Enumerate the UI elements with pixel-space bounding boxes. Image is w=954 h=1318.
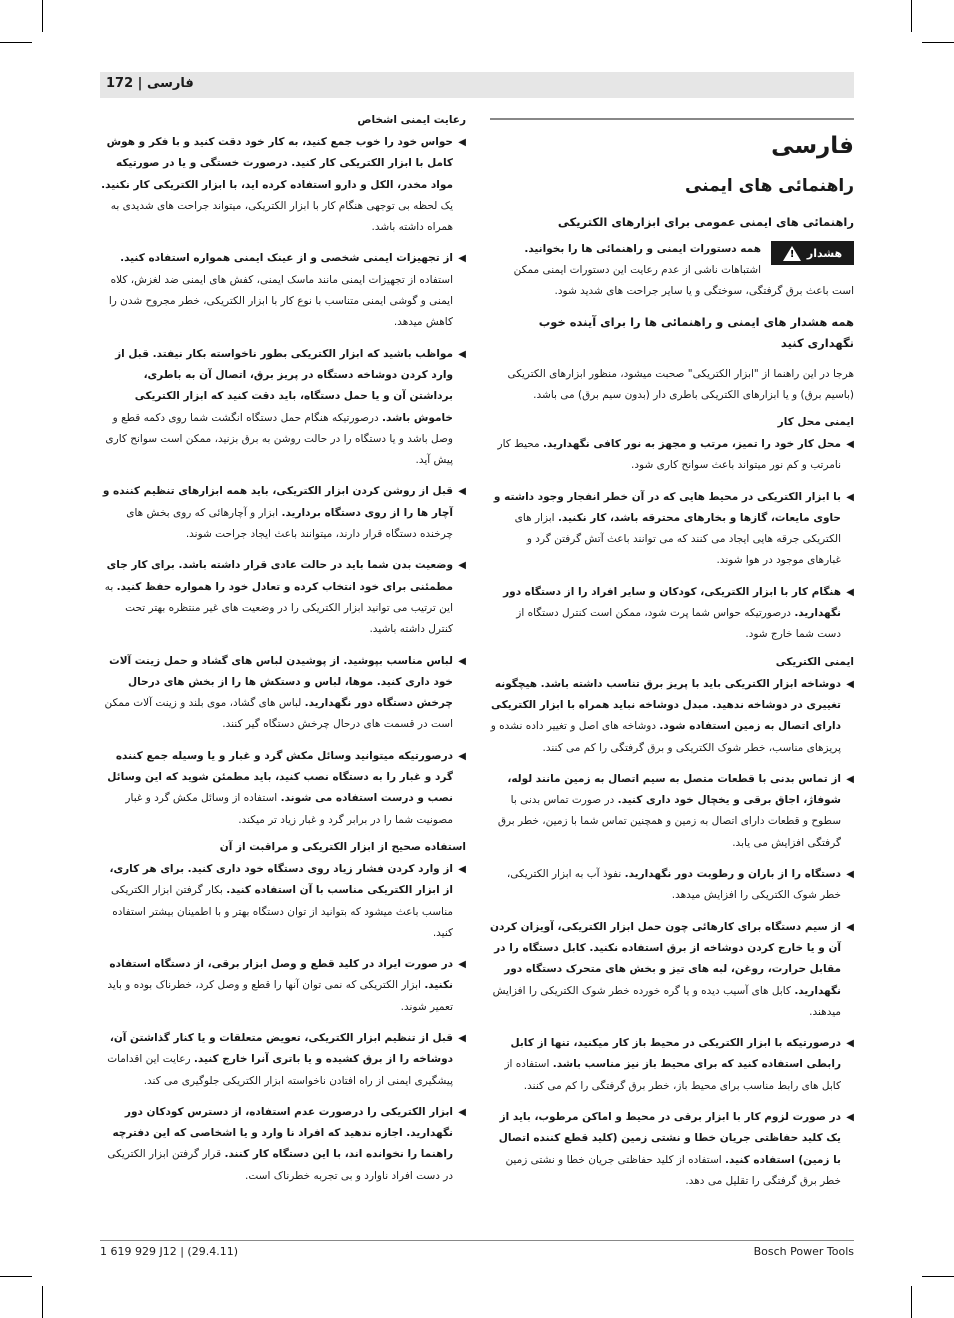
header-separator: | bbox=[133, 76, 147, 91]
crop-mark bbox=[0, 42, 32, 43]
list-item: ◀ هنگام کار با ابزار الکتریکی، کودکان و سایر افراد را از دستگاه دور نگهدارید. درصورتیکه حواس شما پرت شود، ممکن است کنترل دستگاه از دست شما خارج شود. bbox=[490, 582, 854, 646]
page-title: فارسی bbox=[771, 133, 854, 159]
list-item: ◀ دوشاخه ابزار الکتریکی باید با پریز برق تناسب داشته باشد. هیچگونه تغییری در دوشاخه ندهید. مبدل دوشاخه نباید همراه با ابزار الکتریکی دارای اتصال به زمین استفاده شود. دوشاخه های اصل و تغییر داده نشده و پریزهای مناسب، خطر شوک الکتریکی و برق گرفتگی را کم می کنند. bbox=[490, 674, 854, 759]
list-item: ◀ از سیم دستگاه برای کارهائی چون حمل ابزار الکتریکی، آویزان کردن آن و یا خارج کردن دوشاخه از برق استفاده نکنید. کابل دستگاه را در مقابل حرارت، روغن، لبه های تیز و بخش های متحرک دستگاه دور نگهدارید. کابل های آسیب دیده و یا گره خورده خطر شوک الکتریکی را افزایش میدهند. bbox=[490, 917, 854, 1023]
bullet-triangle-icon: ◀ bbox=[458, 560, 466, 572]
list-item: ◀ از وارد کردن فشار زیاد روی دستگاه خود داری کنید. برای هر کاری، از ابزار الکتریکی مناسب با آن استفاده کنید. بکار گرفتن ابزار الکتریکی مناسب باعث میشود که بتوانید از توان دستگاه بهتر و با اطمینان بیشتر استفاده کنید. bbox=[100, 859, 466, 944]
general-safety-heading: راهنمائی های ایمنی عمومی برای ابزارهای الکتریکی bbox=[557, 215, 854, 229]
title-rule bbox=[490, 118, 854, 120]
left-column bbox=[100, 114, 466, 1197]
list-item: ◀ از تجهیزات ایمنی شخصی و از عینک ایمنی همواره استفاده کنید. استفاده از تجهیزات ایمنی مانند ماسک ایمنی، کفش های ایمنی ضد لغزش، کلاه ایمنی و گوشی ایمنی متناسب با نوع کار با ابزار الکتریکی، خطر مجروح شدن را کاهش میدهد. bbox=[100, 248, 466, 333]
list-item: ◀ محل کار خود را تمیز، مرتب و مجهز به نور کافی نگهدارید. محیط کار نامرتب و کم نور میتواند باعث سوانح کاری شود. bbox=[490, 434, 854, 477]
list-item: ◀ وضعیت بدن شما باید در حالت عادی قرار داشته باشد. برای کار جای مطمئنی برای خود انتخاب کرده و تعادل خود را همواره حفظ کنید. به این ترتیب می توانید ابزار الکتریکی را در وضعیت های غیر منتظره بهتر تحت کنترل داشته باشید. bbox=[100, 555, 466, 640]
warning-bold: همه دستورات ایمنی و راهنمائی ها را بخوانید. bbox=[524, 243, 761, 255]
bullet-triangle-icon: ◀ bbox=[846, 773, 854, 785]
list-item: ◀ قبل از روشن کردن ابزار الکتریکی، باید همه ابزارهای تنظیم کننده و آچار ها را از روی دستگاه بردارید. ابزار و آچارهائی که روی بخش های چرخنده دستگاه قرار دارند، میتوانند باعث ایجاد جراحت شوند. bbox=[100, 481, 466, 545]
list-item: ◀ درصورتیکه با ابزار الکتریکی در محیط باز کار میکنید، تنها از کابل رابطی استفاده کنید که برای محیط باز نیز مناسب باشد. استفاده از کابل های رابط مناسب برای محیط باز، خطر برق گرفتگی را کم می کنند. bbox=[490, 1033, 854, 1097]
warning-badge bbox=[771, 241, 854, 265]
right-column bbox=[490, 118, 854, 1202]
list-item: ◀ ابزار الکتریکی را درصورت عدم استفاده، از دسترس کودکان دور نگهدارید. اجازه ندهید که افراد نا وارد و یا اشخاصی که این دفترچه راهنما را نخوانده اند، با این دستگاه کار کنند. قرار گرفتن ابزار الکتریکی در دست افراد ناوارد و بی تجربه خطرناک است. bbox=[100, 1102, 466, 1187]
crop-mark bbox=[0, 1276, 32, 1277]
bullet-triangle-icon: ◀ bbox=[458, 348, 466, 360]
bullet-triangle-icon: ◀ bbox=[846, 491, 854, 503]
bullet-triangle-icon: ◀ bbox=[846, 869, 854, 881]
list-item: ◀ مواظب باشید که ابزار الکتریکی بطور ناخواسته بکار نیفتد. قبل از وارد کردن دوشاخه دستگاه در پریز برق، اتصال آن به باطری، برداشتن آن و یا حمل دستگاه، باید دقت کنید که ابزار الکتریکی خاموش باشد. درصورتیکه هنگام حمل دستگاه انگشت شما روی دکمه قطع و وصل باشد و یا دستگاه را در حالت روشن به برق بزنید، ممکن است سوانح کاری پیش آید. bbox=[100, 344, 466, 472]
bullet-triangle-icon: ◀ bbox=[458, 486, 466, 498]
list-item: ◀ درصورتیکه میتوانید وسائل مکش گرد و غبار و یا وسیله جمع کننده گرد و غبار را به دستگاه نصب کنید، باید مطمئن شوید که این وسائل نصب و درست استفاده می شوند. استفاده از وسائل مکش گرد و غبار مصونیت شما را در برابر گرد و غبار زیاد تر میکند. bbox=[100, 746, 466, 831]
footer-brand: Bosch Power Tools bbox=[753, 1245, 854, 1258]
warning-triangle-icon: ! bbox=[783, 246, 801, 261]
bullet-triangle-icon: ◀ bbox=[846, 678, 854, 690]
bullet-triangle-icon: ◀ bbox=[458, 750, 466, 762]
crop-mark bbox=[922, 1276, 954, 1277]
bullet-triangle-icon: ◀ bbox=[458, 1032, 466, 1044]
bullet-triangle-icon: ◀ bbox=[458, 959, 466, 971]
keep-instructions-heading: همه هشدار های ایمنی و راهنمائی ها را برای آینده خوب نگهداری کنید bbox=[538, 315, 854, 350]
header-language: فارسی bbox=[146, 76, 194, 91]
list-item: ◀ قبل از تنظیم ابزار الکتریکی، تعویض متعلقات و یا کنار گذاشتن آن، دوشاخه را از برق کشیده و یا باتری آنرا خارج کنید. رعایت این اقدامات پیشگیری ایمنی از راه افتادن ناخواسته ابزار الکتریکی جلوگیری می کند. bbox=[100, 1028, 466, 1092]
list-item: ◀ حواس خود را خوب جمع کنید، به کار خود دقت کنید و با فکر و هوش کامل با ابزار الکتریکی کار کنید. درصورت خستگی و یا در صورتیکه مواد مخدر، الکل و دارو استفاده کرده اید، با ابزار الکتریکی کار نکنید. یک لحظه بی توجهی هنگام کار با ابزار الکتریکی، میتواند جراحت های شدیدی به همراه داشته باشد. bbox=[100, 132, 466, 238]
personal-safety-heading: رعایت ایمنی اشخاص bbox=[357, 114, 466, 126]
warning-block bbox=[490, 239, 854, 302]
crop-mark bbox=[42, 0, 43, 32]
electrical-safety-heading: ایمنی الکتریکی bbox=[775, 655, 854, 668]
bullet-triangle-icon: ◀ bbox=[458, 863, 466, 875]
list-item: ◀ از تماس بدنی با قطعات متصل به سیم اتصال به زمین مانند لوله، شوفاژ، اجاق برقی و یخچال خود داری کنید. در صورت تماس بدنی با سطوح و قطعات دارای اتصال به زمین و همچنین تماس شما با زمین، خطر برق گرفتگی افزایش می یابد. bbox=[490, 769, 854, 854]
bullet-triangle-icon: ◀ bbox=[846, 921, 854, 933]
work-area-heading: ایمنی محل کار bbox=[777, 416, 854, 428]
page-header bbox=[106, 76, 194, 91]
bullet-triangle-icon: ◀ bbox=[846, 439, 854, 450]
bullet-triangle-icon: ◀ bbox=[458, 137, 466, 148]
bullet-triangle-icon: ◀ bbox=[846, 586, 854, 598]
tool-use-heading: استفاده صحیح از ابزار الکتریکی و مراقبت از آن bbox=[219, 840, 466, 853]
warning-body: اشتباهات ناشی از عدم رعایت این دستورات ایمنی ممکن است باعث برق گرفتگی، سوختگی و یا سایر جراحت های شدید شود. bbox=[513, 264, 854, 297]
page-header-bar bbox=[100, 72, 854, 98]
bullet-triangle-icon: ◀ bbox=[458, 1106, 466, 1118]
page-number: 172 bbox=[106, 76, 134, 91]
list-item: ◀ در صورت لزوم کار با ابزار برقی در محیط و اماکن مرطوب، باید از یک کلید حفاظتی جریان خطا و نشتی زمین (کلید قطع کننده اتصال با زمین) استفاده کنید. استفاده از کلید حفاظتی جریان خطا و نشتی زمین خطر برق گرفتگی را تقلیل می دهد. bbox=[490, 1107, 854, 1192]
crop-mark bbox=[911, 1286, 912, 1318]
footer-doc-id: 1 619 929 J12 | (29.4.11) bbox=[100, 1245, 238, 1258]
bullet-triangle-icon: ◀ bbox=[846, 1038, 854, 1050]
list-item: ◀ لباس مناسب بپوشید. از پوشیدن لباس های گشاد و حمل زینت آلات خود داری کنید. موها، لباس و دستکش ها را از بخش های درحال چرخش دستگاه دور نگهدارید. لباس های گشاد، موی بلند و زینت آلات ممکن است در قسمت های درحال چرخش دستگاه گیر کنند. bbox=[100, 651, 466, 736]
warning-label: هشدار bbox=[806, 246, 843, 260]
safety-title: راهنمائی های ایمنی bbox=[684, 176, 854, 196]
list-item: ◀ دستگاه را از باران و رطوبت دور نگهدارید. نفوذ آب به ابزار الکتریکی، خطر شوک الکتریکی را افزایش میدهد. bbox=[490, 864, 854, 907]
footer-rule bbox=[100, 1240, 854, 1241]
crop-mark bbox=[911, 0, 912, 32]
list-item: ◀ در صورت ایراد در کلید قطع و وصل ابزار برقی، از دستگاه استفاده نکنید. ابزار الکتریکی که نمی توان آنها را قطع و وصل کرد، خطرناک بوده و باید تعمیر شوند. bbox=[100, 954, 466, 1018]
bullet-triangle-icon: ◀ bbox=[458, 655, 466, 667]
crop-mark bbox=[42, 1286, 43, 1318]
definition-text: هرجا در این راهنما از "ابزار الکتریکی" صحبت میشود، منظور ابزارهای الکتریکی (باسیم برق) و یا ابزارهای الکتریکی باطری دار (بدون سیم برق) می باشد. bbox=[507, 368, 854, 401]
list-item: ◀ با ابزار الکتریکی در محیط هایی که در آن خطر انفجار وجود داشته و حاوی مایعات، گازها و بخارهای محترقه باشد، کار نکنید. ابزار های الکتریکی جرقه هایی ایجاد می کنند که می توانند باعث آتش گرفتن گرد و غبارهای موجود در هوا شوند. bbox=[490, 487, 854, 572]
bullet-triangle-icon: ◀ bbox=[458, 253, 466, 265]
bullet-triangle-icon: ◀ bbox=[846, 1112, 854, 1124]
crop-mark bbox=[922, 42, 954, 43]
